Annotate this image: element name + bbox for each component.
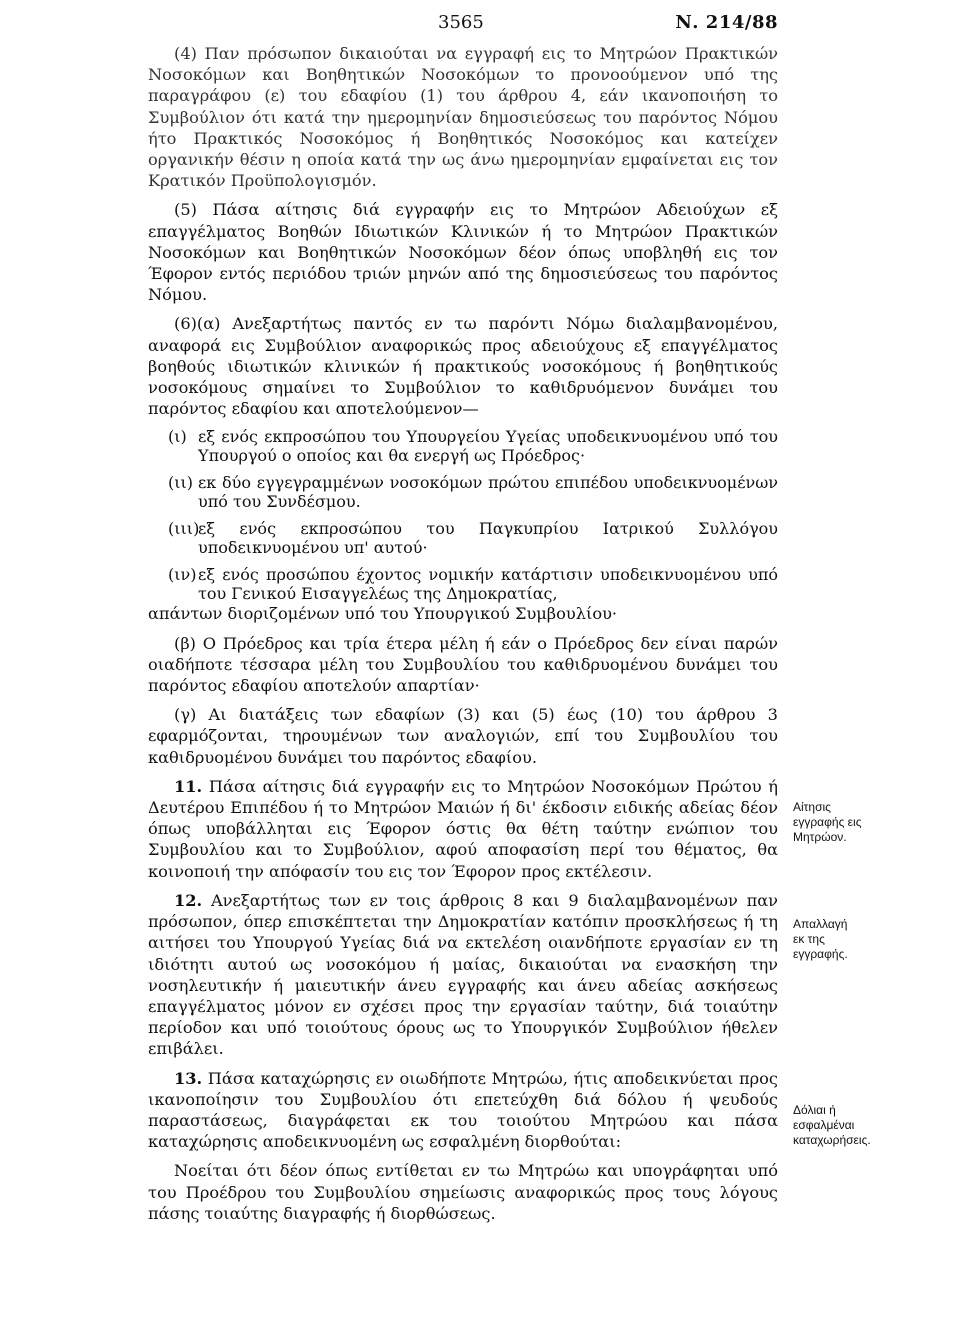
margin-note-line: Δόλιαι ή [793,1103,836,1117]
margin-note-12 [793,917,883,962]
paragraph-5: (5) Πάσα αίτησις διά εγγραφήν εις το Μητρώον Αδειούχων εξ επαγγέλματος Βοηθών Ιδιωτικών Κλινικών ή το Μητρώον Πρακτικών Νοσοκόμων και Βοηθητικών Νοσοκόμων δέον όπως υποβληθή εις τον Έφορον εντός περιόδου τριών μηνών από της δημοσιεύσεως του παρόντος Νόμου. [148,200,778,305]
page-header [148,12,778,36]
margin-note-line: εκ της [793,932,825,946]
law-number: Ν. 214/88 [675,12,778,33]
margin-note-line: εσφαλμέναι [793,1118,855,1132]
list-item [148,473,778,511]
list-item-label: (ιν) [168,565,197,585]
margin-note-line: Απαλλαγή [793,917,848,931]
section-13 [148,1068,778,1153]
paragraph-6a: (6)(α) Ανεξαρτήτως παντός εν τω παρόντι Νόμω διαλαμβανομένου, αναφορά εις Συμβούλιον αναφορικώς προς αδειούχους εξ επαγγέλματος βοηθούς ιδιωτικών κλινικών ή πρακτικούς νοσοκόμους ή βοηθητικούς νοσοκόμους σημαίνει το Συμβούλιον το καθιδρυόμενον δυνάμει του παρόντος εδαφίου και αποτελούμενον— [148,314,778,419]
list-item [148,565,778,603]
section-13-number: 13. [174,1068,203,1088]
paragraph-4: (4) Παν πρόσωπον δικαιούται να εγγραφή εις το Μητρώον Πρακτικών Νοσοκόμων και Βοηθητικών Νοσοκόμων το προνοούμενον υπό της παραγράφου (ε) του εδαφίου (1) του άρθρου 4, εάν ικανοποιήση το Συμβούλιον ότι κατά την ημερομηνίαν δημοσιεύσεως του παρόντος Νόμου ήτο Πρακτικός Νοσοκόμος ή Βοηθητικός Νοσοκόμος και κατείχεν οργανικήν θέσιν η οποία κατά την ως άνω ημερομηνίαν εμφαίνεται εις τον Κρατικόν Προϋπολογισμόν. [148,44,778,191]
section-13-text: Πάσα καταχώρησις εν οιωδήποτε Μητρώω, ήτις αποδεικνύεται προς ικανοποίησιν του Συμβουλίου ότι επετεύχθη διά δόλου ή ψευδούς παραστάσεως, διαγράφεται εκ του τοιούτου Μητρώου και πάσα καταχώρησις αποδεικνυομένη ως εσφαλμένη διορθούται: [148,1068,778,1152]
paragraph-6c: (γ) Αι διατάξεις των εδαφίων (3) και (5) έως (10) του άρθρου 3 εφαρμόζονται, τηρουμένων των αναλογιών, επί του Συμβουλίου του καθιδρυομένου δυνάμει του παρόντος εδαφίου. [148,705,778,767]
margin-note-11 [793,800,883,845]
section-11-number: 11. [174,776,203,796]
document-body [148,43,778,1224]
margin-note-line: εγγραφής. [793,947,848,961]
section-12 [148,890,778,1060]
section-11 [148,776,778,882]
list-item [148,519,778,557]
margin-note-line: εγγραφής εις [793,815,862,829]
list-item-text: εκ δύο εγγεγραμμένων νοσοκόμων πρώτου επιπέδου υποδεικνυομένων υπό του Συνδέσμου. [198,473,778,512]
section-11-text: Πάσα αίτησις διά εγγραφήν εις το Μητρώον Νοσοκόμων Πρώτου ή Δευτέρου Επιπέδου ή το Μητρώον Μαιών ή δι' έκδοσιν ειδικής αδείας δέον όπως υποβάλληται εις Έφορον όστις θα θέτη ταύτην ενώπιον του Συμβουλίου και το Συμβούλιον, αφού αποφασίση περί του θέματος, θα κοινοποιή την απόφασίν του εις τον Έφορον προς εκτέλεσιν. [148,776,778,881]
section-13-proviso: Νοείται ότι δέον όπως εντίθεται εν τω Μητρώω και υπογράφηται υπό του Προέδρου του Συμβουλίου σημείωσις αναφορικώς προς τους λόγους πάσης τοιαύτης διαγραφής ή διορθώσεως. [148,1161,778,1223]
section-12-text: Ανεξαρτήτως των εν τοις άρθροις 8 και 9 διαλαμβανομένων παν πρόσωπον, όπερ επισκέπτεται την Δημοκρατίαν κατόπιν προσκλήσεως ή τη αιτήσει του Υπουργού Υγείας διά να εκτελέση οιανδήποτε εργασίαν εν τη ιδιότητι αυτού ως νοσοκόμου ή μαίας, δικαιούται να ενασκήση την νοσηλευτικήν ή μαιευτικήν άνευ εγγραφής και άνευ αδείας ασκήσεως επαγγέλματος μόνον εν σχέσει προς την εργασίαν ταύτην, διά τοιαύτην περίοδον και υπό τοιούτους όρους ως το Υπουργικόν Συμβούλιον ήθελεν επιβάλει. [148,890,778,1059]
list-item-label: (ι) [168,427,187,447]
margin-note-line: Μητρώον. [793,830,847,844]
page-number: 3565 [438,12,484,33]
margin-note-line: καταχωρήσεις. [793,1133,871,1147]
list-item-label: (ιι) [168,473,194,493]
margin-note-line: Αίτησις [793,800,831,814]
list-item-text: εξ ενός εκπροσώπου του Παγκυπρίου Ιατρικού Συλλόγου υποδεικνυομένου υπ' αυτού· [198,519,778,558]
margin-note-13 [793,1103,883,1148]
list-item-text: εξ ενός προσώπου έχοντος νομικήν κατάρτισιν υποδεικνυομένου υπό του Γενικού Εισαγγελέως της Δημοκρατίας, [198,565,778,604]
section-12-number: 12. [174,890,203,910]
list-item-text: εξ ενός εκπροσώπου του Υπουργείου Υγείας υποδεικνυομένου υπό του Υπουργού ο οποίος και θα ενεργή ως Πρόεδρος· [198,427,778,466]
list-item-label: (ιιι) [168,519,200,539]
list-item [148,427,778,465]
paragraph-6b: (β) Ο Πρόεδρος και τρία έτερα μέλη ή εάν ο Πρόεδρος δεν είναι παρών οιαδήποτε τέσσαρα μέλη του Συμβουλίου του καθιδρυομένου δυνάμει του παρόντος εδαφίου αποτελούν απαρτίαν· [148,633,778,696]
paragraph-6a-end: απάντων διοριζομένων υπό του Υπουργικού Συμβουλίου· [148,604,618,624]
